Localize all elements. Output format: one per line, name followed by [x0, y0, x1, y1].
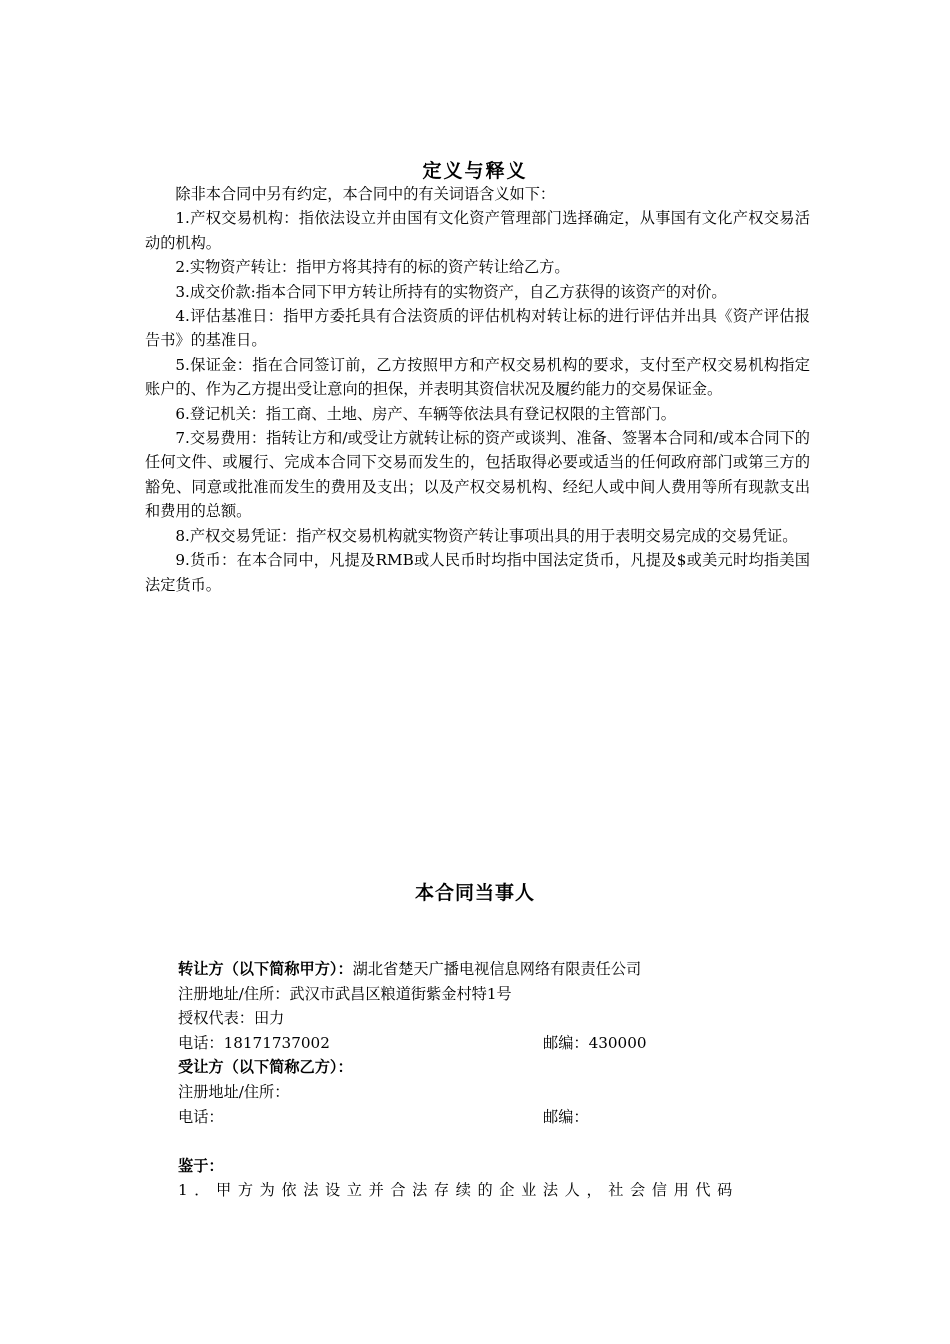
- definition-item: 8.产权交易凭证：指产权交易机构就实物资产转让事项出具的用于表明交易完成的交易凭证。: [175, 526, 798, 545]
- definitions-section: [145, 182, 810, 597]
- transferee-heading: 受让方（以下简称乙方）：: [178, 1058, 353, 1077]
- transferor-heading: 转让方（以下简称甲方）：: [178, 960, 353, 978]
- transferor-representative: 授权代表：田力: [178, 1009, 285, 1028]
- definition-item: 2.实物资产转让：指甲方将其持有的标的资产转让给乙方。: [175, 258, 570, 277]
- parties-section: [178, 957, 818, 1203]
- definition-item: 7.交易费用：指转让方和/或受让方就转让标的资产或谈判、准备、签署本合同和/或本合同下的任何文件、或履行、完成本合同下交易而发生的，包括取得必要或适当的任何政府部门或第三方的豁免、同意或批准而发生的费用及支出；以及产权交易机构、经纪人或中间人费用等所有现款支出和费用的总额。: [145, 429, 810, 521]
- transferee-phone: 电话：: [178, 1107, 224, 1126]
- whereas-clause-1: 1．甲方为依法设立并合法存续的企业法人，社会信用代码: [178, 1181, 739, 1200]
- definition-item: 1.产权交易机构：指依法设立并由国有文化资产管理部门选择确定，从事国有文化产权交易活动的机构。: [145, 209, 810, 252]
- definition-item: 6.登记机关：指工商、土地、房产、车辆等依法具有登记权限的主管部门。: [175, 404, 676, 423]
- transferor-phone: 电话：18171737002: [178, 1033, 330, 1052]
- transferor-contact-row: [178, 1031, 818, 1056]
- definition-item: 5.保证金：指在合同签订前，乙方按照甲方和产权交易机构的要求，支付至产权交易机构指定账户的、作为乙方提出受让意向的担保，并表明其资信状况及履约能力的交易保证金。: [145, 355, 810, 399]
- transferee-address: 注册地址/住所：: [178, 1082, 290, 1101]
- definition-item: 4.评估基准日：指甲方委托具有合法资质的评估机构对转让标的进行评估并出具《资产评估报告书》的基准日。: [145, 307, 810, 350]
- transferor-name: 湖北省楚天广播电视信息网络有限责任公司: [352, 960, 642, 978]
- definitions-intro: 除非本合同中另有约定，本合同中的有关词语含义如下：: [175, 185, 556, 203]
- definition-item: 9.货币：在本合同中，凡提及RMB或人民币时均指中国法定货币，凡提及$或美元时均指美国法定货币。: [145, 551, 810, 594]
- whereas-heading: 鉴于：: [178, 1156, 224, 1175]
- transferor-address: 注册地址/住所：武汉市武昌区粮道街紫金村特1号: [178, 984, 512, 1003]
- transferor-row: [178, 957, 818, 982]
- spacer: [178, 1129, 818, 1154]
- definitions-title: 定义与释义: [422, 160, 528, 182]
- transferor-postcode: 邮编：430000: [543, 1033, 647, 1052]
- transferee-contact-row: [178, 1105, 818, 1130]
- parties-title: 本合同当事人: [414, 882, 535, 904]
- definition-item: 3.成交价款:指本合同下甲方转让所持有的实物资产，自乙方获得的该资产的对价。: [175, 282, 727, 301]
- transferee-postcode: 邮编：: [543, 1107, 589, 1126]
